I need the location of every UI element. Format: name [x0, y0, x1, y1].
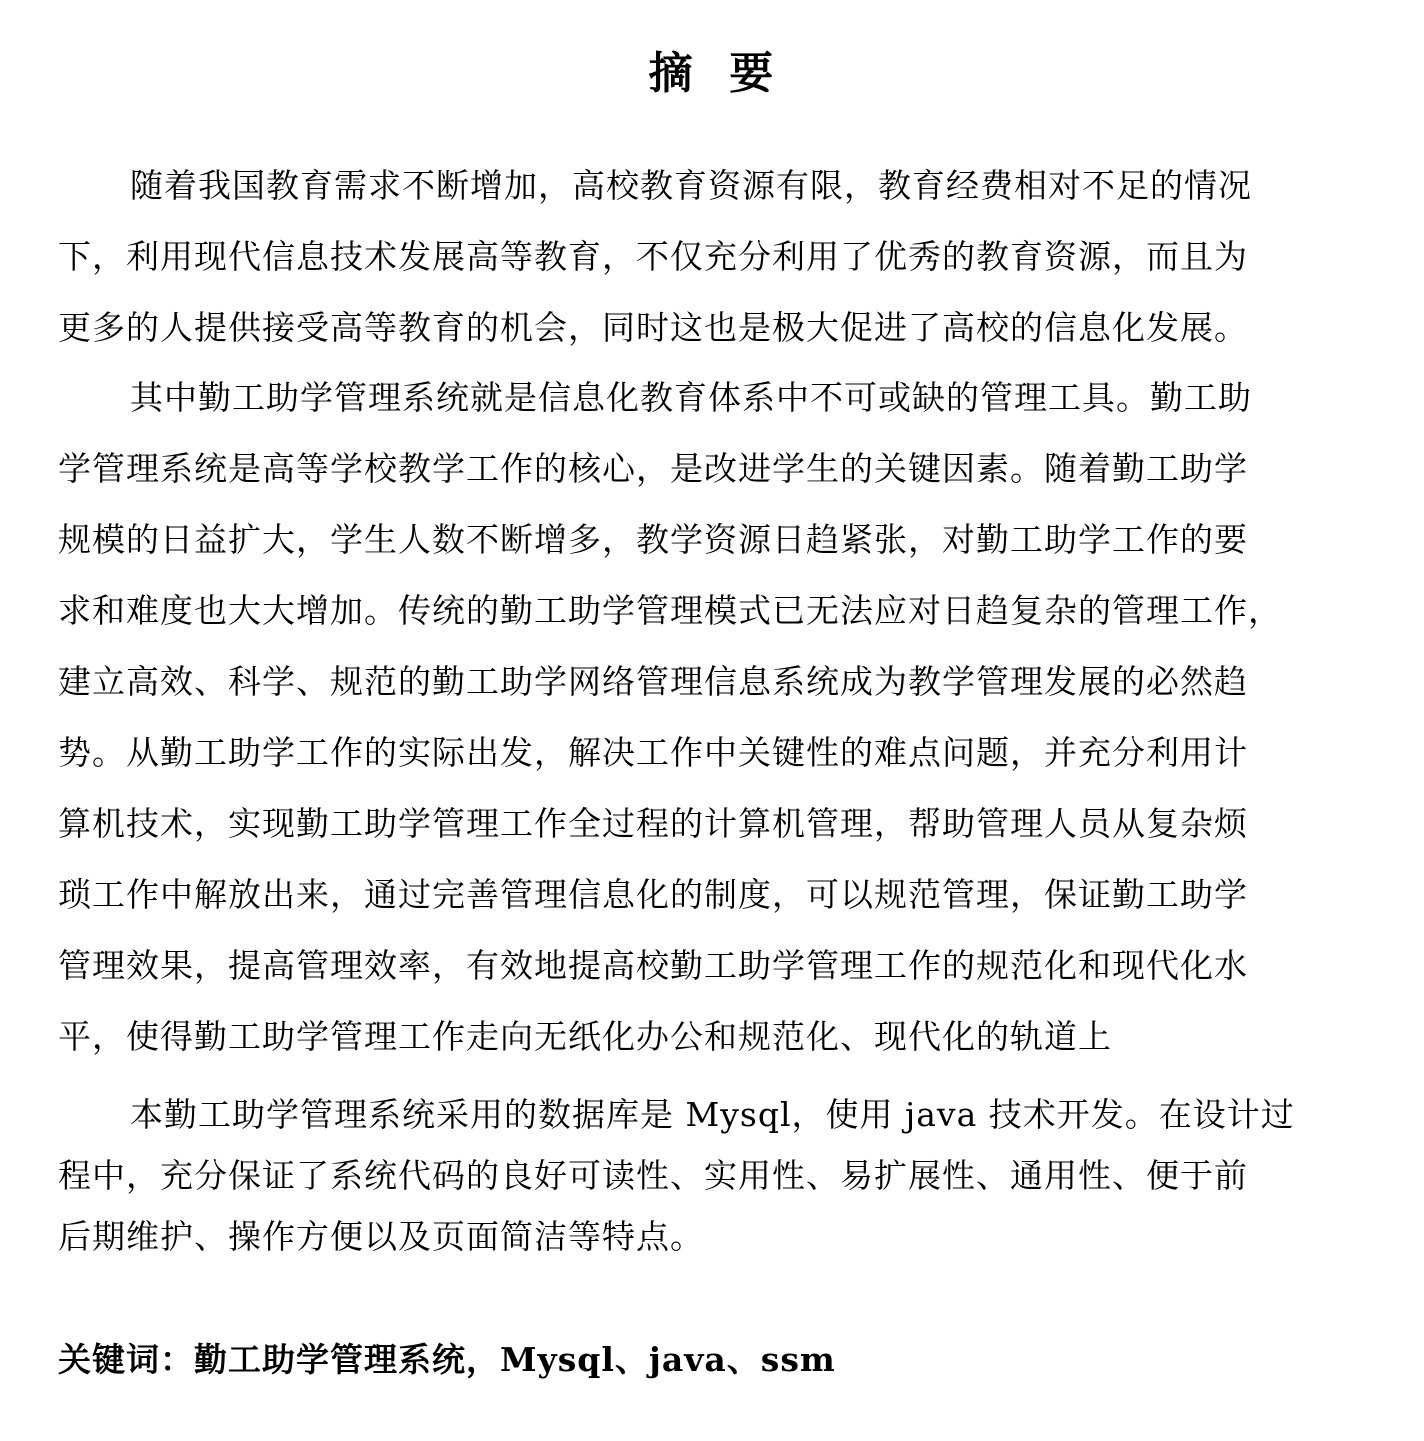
paragraph-line: 下，利用现代信息技术发展高等教育，不仅充分利用了优秀的教育资源，而且为 [58, 237, 1248, 276]
paragraph-line: 规模的日益扩大，学生人数不断增多，教学资源日趋紧张，对勤工助学工作的要 [58, 520, 1248, 559]
paragraph-line: 势。从勤工助学工作的实际出发，解决工作中关键性的难点问题，并充分利用计 [58, 733, 1248, 772]
keywords-label: 关键词： [58, 1340, 194, 1379]
paragraph-line: 其中勤工助学管理系统就是信息化教育体系中不可或缺的管理工具。勤工助 [130, 378, 1252, 417]
paragraph-line: 随着我国教育需求不断增加，高校教育资源有限，教育经费相对不足的情况 [130, 166, 1252, 205]
paragraph-line: 本勤工助学管理系统采用的数据库是 Mysql，使用 java 技术开发。在设计过 [130, 1095, 1295, 1134]
abstract-title: 摘 要 [648, 48, 776, 99]
paragraph-line: 算机技术，实现勤工助学管理工作全过程的计算机管理，帮助管理人员从复杂烦 [58, 804, 1248, 843]
abstract-paragraph-2 [58, 362, 1358, 1072]
paragraph-line: 更多的人提供接受高等教育的机会，同时这也是极大促进了高校的信息化发展。 [58, 308, 1248, 347]
paragraph-line: 程中，充分保证了系统代码的良好可读性、实用性、易扩展性、通用性、便于前 [58, 1156, 1248, 1195]
paragraph-line: 琐工作中解放出来，通过完善管理信息化的制度，可以规范管理，保证勤工助学 [58, 875, 1248, 914]
paragraph-line: 管理效果，提高管理效率，有效地提高校勤工助学管理工作的规范化和现代化水 [58, 946, 1248, 985]
paragraph-line: 求和难度也大大增加。传统的勤工助学管理模式已无法应对日趋复杂的管理工作， [58, 591, 1282, 630]
keywords-text: 勤工助学管理系统，Mysql、java、ssm [194, 1340, 836, 1379]
paragraph-line: 建立高效、科学、规范的勤工助学网络管理信息系统成为教学管理发展的必然趋 [58, 662, 1248, 701]
keywords-line [58, 1328, 1358, 1392]
paragraph-line: 平，使得勤工助学管理工作走向无纸化办公和规范化、现代化的轨道上 [58, 1017, 1112, 1056]
abstract-paragraph-3 [58, 1084, 1358, 1267]
abstract-paragraph-1 [58, 150, 1358, 363]
paragraph-line: 后期维护、操作方便以及页面简洁等特点。 [58, 1217, 704, 1256]
paragraph-line: 学管理系统是高等学校教学工作的核心，是改进学生的关键因素。随着勤工助学 [58, 449, 1248, 488]
